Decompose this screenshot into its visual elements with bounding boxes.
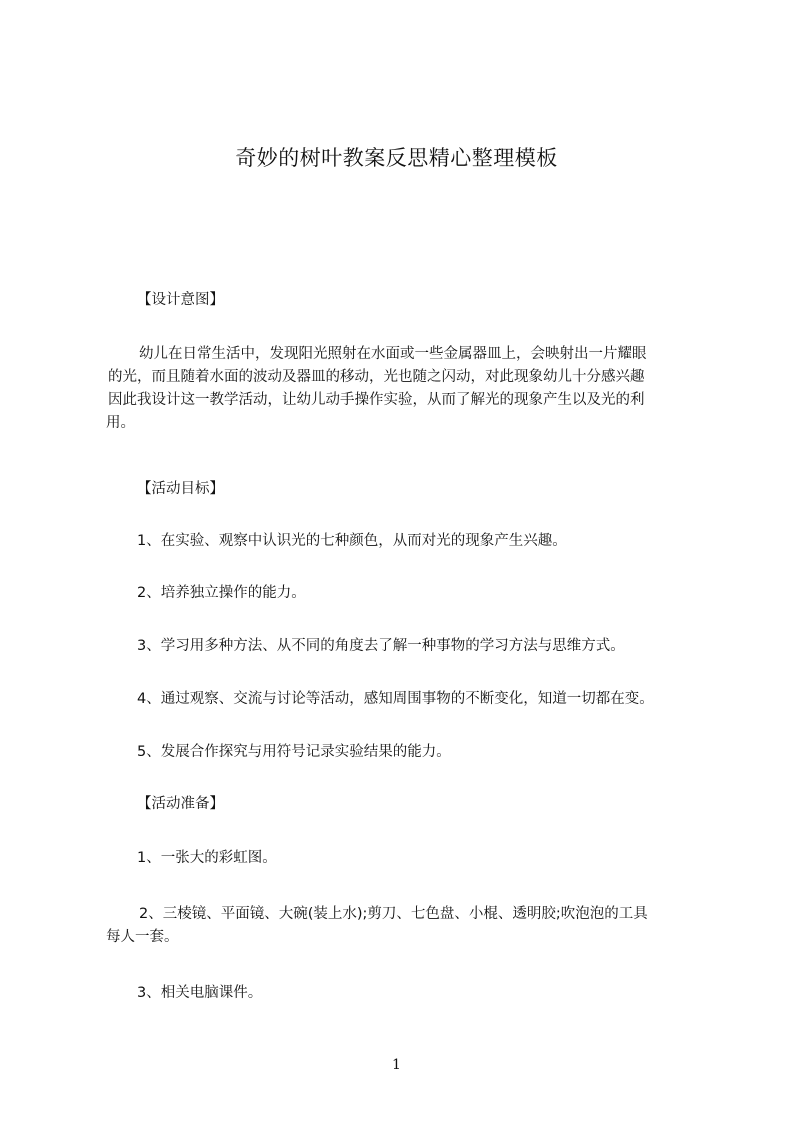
paragraph-line: 的光，而且随着水面的波动及器皿的移动，光也随之闪动，对此现象幼儿十分感兴趣	[108, 369, 645, 385]
paragraph-line: 用。	[106, 415, 135, 431]
preparation-item-multiline	[106, 903, 648, 949]
design-intent-paragraph	[106, 343, 647, 435]
goals-heading: 【活动目标】	[137, 481, 224, 497]
goal-item: 5、发展合作探究与用符号记录实验结果的能力。	[137, 744, 451, 760]
goal-item: 2、培养独立操作的能力。	[137, 585, 306, 601]
design-intent-heading: 【设计意图】	[137, 292, 224, 308]
goal-item: 3、学习用多种方法、从不同的角度去了解一种事物的学习方法与思维方式。	[137, 638, 625, 654]
paragraph-line: 幼儿在日常生活中，发现阳光照射在水面或一些金属器皿上，会映射出一片耀眼	[139, 346, 647, 362]
paragraph-line: 每人一套。	[106, 929, 179, 945]
preparation-heading: 【活动准备】	[137, 796, 224, 812]
paragraph-line: 2、三棱镜、平面镜、大碗(装上水);剪刀、七色盘、小棍、透明胶;吹泡泡的工具	[139, 906, 648, 922]
preparation-item: 1、一张大的彩虹图。	[137, 850, 277, 866]
document-title: 奇妙的树叶教案反思精心整理模板	[235, 146, 558, 170]
paragraph-line: 因此我设计这一教学活动，让幼儿动手操作实验，从而了解光的现象产生以及光的利	[108, 392, 645, 408]
goal-item: 4、通过观察、交流与讨论等活动，感知周围事物的不断变化，知道一切都在变。	[137, 691, 654, 707]
goal-item: 1、在实验、观察中认识光的七种颜色，从而对光的现象产生兴趣。	[137, 533, 567, 549]
preparation-item: 3、相关电脑课件。	[137, 985, 263, 1001]
page-number: 1	[392, 1057, 401, 1073]
